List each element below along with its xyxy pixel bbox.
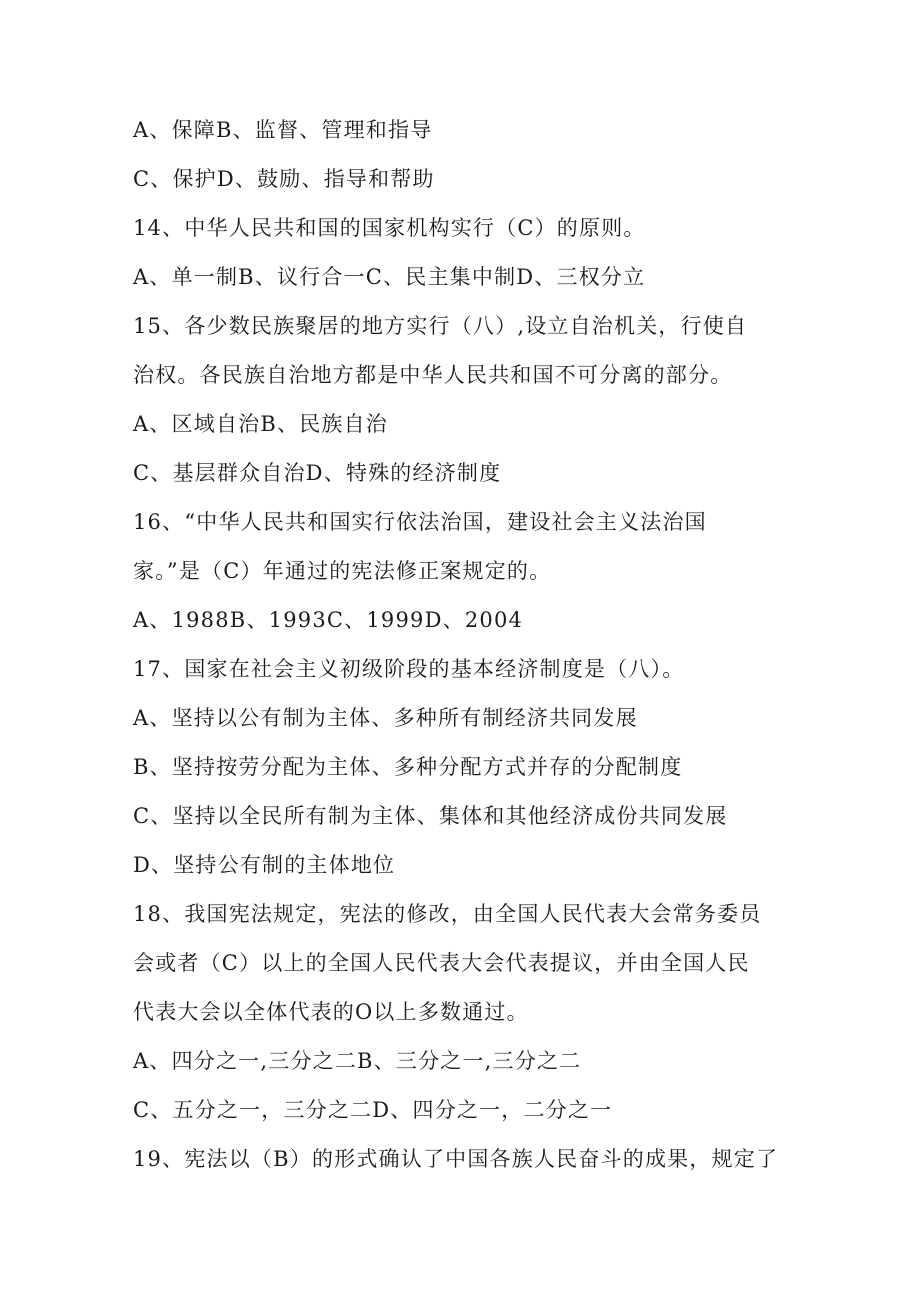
option-line-13cd: C、保护D、鼓励、指导和帮助 [133, 167, 435, 191]
question-19-line-1: 19、宪法以（B）的形式确认了中国各族人民奋斗的成果，规定了 [133, 1147, 779, 1171]
options-15-ab: A、区域自治B、民族自治 [133, 412, 388, 436]
option-17-b: B、坚持按劳分配为主体、多种分配方式并存的分配制度 [133, 755, 683, 779]
option-17-a: A、坚持以公有制为主体、多种所有制经济共同发展 [133, 706, 638, 730]
question-18-line-1: 18、我国宪法规定，宪法的修改，由全国人民代表大会常务委员 [133, 902, 762, 926]
option-17-c: C、坚持以全民所有制为主体、集体和其他经济成份共同发展 [133, 804, 728, 828]
question-17: 17、国家在社会主义初级阶段的基本经济制度是（八）。 [133, 657, 685, 681]
question-16-line-1: 16、“中华人民共和国实行依法治国，建设社会主义法治国 [133, 510, 707, 534]
question-18-line-3: 代表大会以全体代表的O以上多数通过。 [133, 1000, 529, 1024]
options-18-ab: A、四分之一,三分之二B、三分之一,三分之二 [133, 1049, 582, 1073]
question-16-line-2: 家。”是（C）年通过的宪法修正案规定的。 [133, 559, 552, 583]
question-15-line-1: 15、各少数民族聚居的地方实行（八）,设立自治机关，行使自 [133, 314, 748, 338]
options-15-cd: C、基层群众自治D、特殊的经济制度 [133, 461, 502, 485]
options-18-cd: C、五分之一，三分之二D、四分之一，二分之一 [133, 1098, 613, 1122]
question-18-line-2: 会或者（C）以上的全国人民代表大会代表提议，并由全国人民 [133, 951, 750, 975]
option-line-13ab: A、保障B、监督、管理和指导 [133, 118, 433, 142]
options-16: A、1988B、1993C、1999D、2004 [133, 608, 524, 632]
question-14: 14、中华人民共和国的国家机构实行（C）的原则。 [133, 216, 646, 240]
question-15-line-2: 治权。各民族自治地方都是中华人民共和国不可分离的部分。 [133, 363, 733, 387]
option-17-d: D、坚持公有制的主体地位 [133, 853, 396, 877]
options-14: A、单一制B、议行合一C、民主集中制D、三权分立 [133, 265, 646, 289]
document-body [133, 110, 783, 1188]
